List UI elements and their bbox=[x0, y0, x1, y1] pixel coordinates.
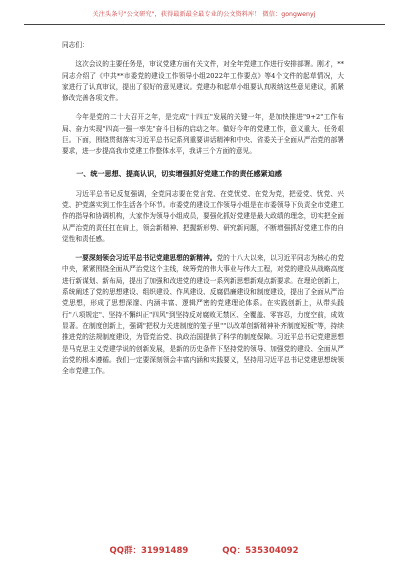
document-body bbox=[62, 40, 344, 377]
footer bbox=[0, 544, 408, 556]
footer-qq-group: QQ群：31991489 bbox=[109, 546, 189, 556]
paragraph: 今年是党的二十大召开之年，是完成"十四五"发展的关键一年，是加快推进"9+2"工作布局、奋力实现"四高一强一率先"奋斗目标的启动之年。做好今年的党建工作，意义重大、任务艰巨。下面，围绕贯彻落实习近平总书记系列重要讲话精神和中央、省委关于全面从严治党的部署要求，进一步提高我市党建工作整体水平，我讲三个方面的意见。 bbox=[62, 113, 344, 156]
paragraph-with-lead bbox=[62, 253, 344, 377]
header-rule bbox=[24, 24, 385, 25]
paragraph: 这次会议的主要任务是，审议党建方面有关文件，对全年党建工作进行安排部署。刚才，**同志介绍了《中共**市委党的建设工作领导小组2022年工作要点》等4个文件的起草情况，大家进行了认真审议，提出了很好的意见建议。党建办和起草小组要认真吸纳这些意见建议，抓紧修改完善各项文件。 bbox=[62, 60, 344, 103]
footer-qq: QQ：535304092 bbox=[222, 546, 299, 556]
greeting: 同志们： bbox=[62, 41, 89, 49]
header-banner: 关注头条号"公文研究"，获得最新最全最专业的公文资料库！ 微信：gongwenyj bbox=[92, 11, 316, 18]
section-heading: 一、统一思想、提高认识，切实增强抓好党建工作的责任感紧迫感 bbox=[76, 168, 282, 178]
lead-body: 党的十八大以来，以习近平同志为核心的党中央，紧紧围绕全面从严治党这个主线，统筹党的伟大事业与伟大工程，对党的建设从战略高度进行新谋划、新布局，提出了加强和改进党的建设一系列新思想新观点新要求。在理论创新上，系统阐述了党的思想建设、组织建设、作风建设、反腐倡廉建设和制度建设，提出了全面从严治党思想，形成了思想深邃、内涵丰富、逻辑严密的党建理论体系。在实践创新上，从带头践行"八项规定"、坚持不懈纠正"四风"到坚持反对腐败无禁区、全覆盖、零容忍，力度空前，成效显著。在制度创新上，强调"把权力关进制度的笼子里""以改革创新精神补齐制度短板"等，持续推进党的法规制度建设，为管党治党、执政治国提供了科学的制度保障。习近平总书记党建思想是马克思主义党建学说的创新发展，是新的历史条件下坚持党的领导、加强党的建设、全面从严治党的根本遵循。我们一定要深刻领会丰富内涵和实践要义，坚持用习近平总书记党建思想统领全市党建工作。 bbox=[62, 254, 345, 376]
paragraph: 习近平总书记反复强调，全党同志要在党言党、在党忧党、在党为党，把爱党、忧党、兴党、护党落实到工作生活各个环节。市委党的建设工作领导小组是在市委领导下负责全市党建工作的指导和协调机构，大家作为领导小组成员，要强化抓好党建是最大政绩的理念，切实把全面从严治党的责任扛在肩上，领会新精神、把握新形势、研究新问题，不断增强抓好党建工作的自觉性和责任感。 bbox=[62, 189, 344, 243]
lead-sentence: 一要深刻领会习近平总书记党建思想的新精神。 bbox=[75, 254, 217, 263]
